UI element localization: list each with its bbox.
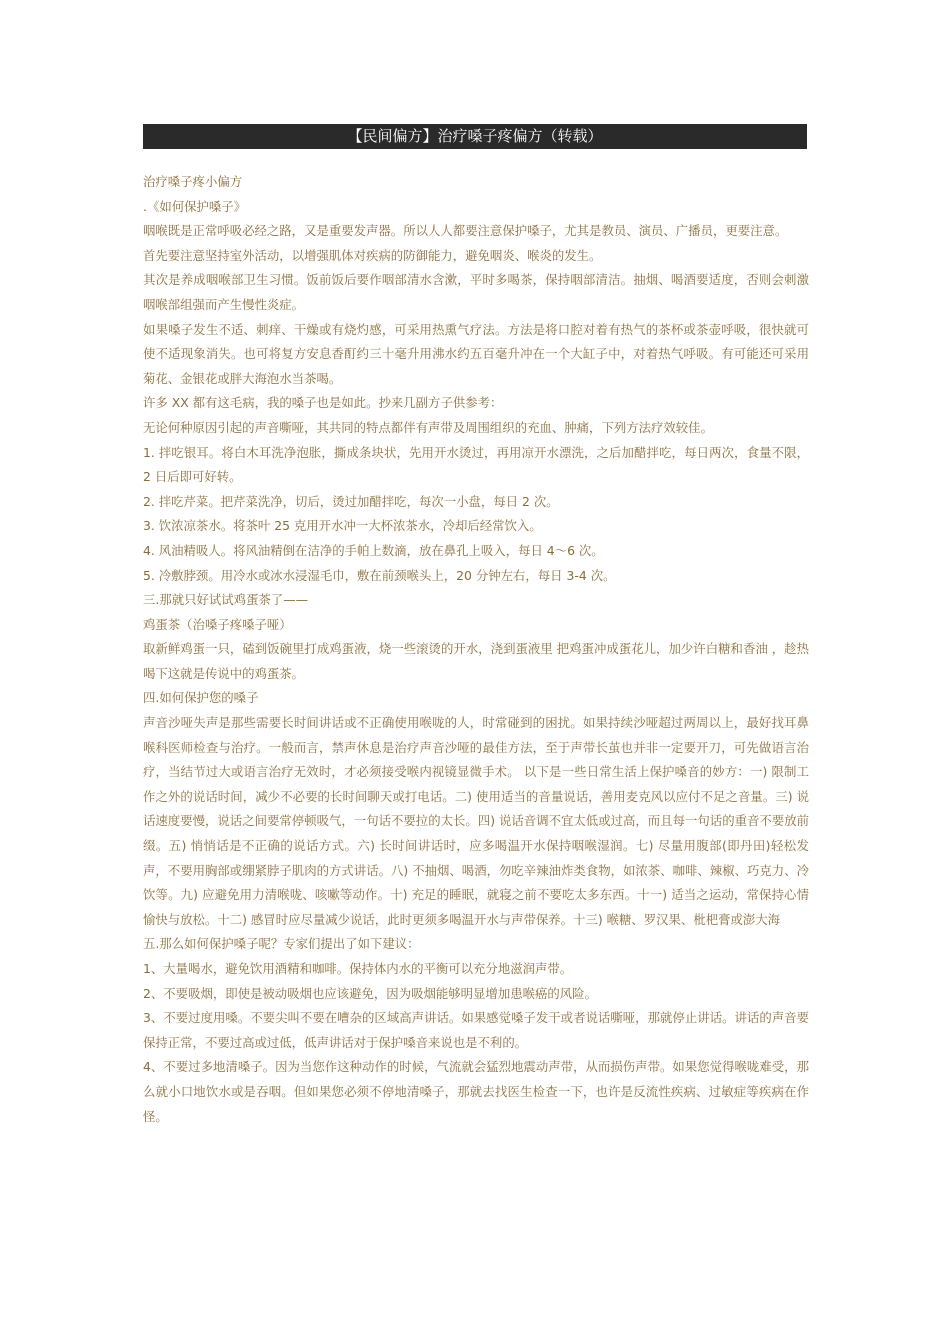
- advice-item: 1、大量喝水，避免饮用酒精和咖啡。保持体内水的平衡可以充分地滋润声带。: [143, 961, 573, 976]
- advice-item: 4、不要过多地清嗓子。因为当您作这种动作的时候，气流就会猛烈地震动声带，从而损伤声带。如果您觉得喉咙难受，那么就小口地饮水或是吞咽。但如果您必须不停地清嗓子，那就去找医生检查一下，也许是反流性疾病、过敏症等疾病在作怪。: [143, 1059, 809, 1124]
- section-heading: 鸡蛋茶（治嗓子疼嗓子哑）: [143, 616, 292, 632]
- remedy-item: 5. 冷敷脖颈。用冷水或冰水浸湿毛巾，敷在前颈喉头上，20 分钟左右，每日 3-4 次。: [143, 567, 616, 583]
- document-body: [143, 170, 809, 1129]
- advice-item: 2、不要吸烟，即使是被动吸烟也应该避免，因为吸烟能够明显增加患喉癌的风险。: [143, 985, 597, 1001]
- section-heading: 三.那就只好试试鸡蛋茶了——: [143, 592, 309, 608]
- body-paragraph: 无论何种原因引起的声音嘶哑，其共同的特点都伴有声带及周围组织的充血、肿痛，下列方法疗效较佳。: [143, 419, 713, 435]
- section-heading: 五.那么如何保护嗓子呢？专家们提出了如下建议：: [143, 936, 420, 952]
- body-paragraph: 许多 XX 都有这毛病，我的嗓子也是如此。抄来几副方子供参考：: [143, 395, 503, 411]
- document-title: 【民间偏方】治疗嗓子疼偏方（转载）: [143, 124, 807, 149]
- body-paragraph: 如果嗓子发生不适、刺痒、干燥或有烧灼感，可采用热熏气疗法。方法是将口腔对着有热气的茶杯或茶壶呼吸，很快就可使不适现象消失。也可将复方安息香酊约三十毫升用沸水约五百毫升冲在一个大缸子中，对着热气呼吸。有可能还可采用菊花、金银花或胖大海泡水当茶喝。: [143, 321, 809, 386]
- section-heading: 四.如何保护您的嗓子: [143, 690, 259, 706]
- section-heading: 治疗嗓子疼小偏方: [143, 174, 243, 189]
- section-heading: .《如何保护嗓子》: [143, 198, 247, 214]
- remedy-item: 2. 拌吃芹菜。把芹菜洗净，切后，烫过加醋拌吃，每次一小盘，每日 2 次。: [143, 493, 559, 509]
- body-paragraph: 声音沙哑失声是那些需要长时间讲话或不正确使用喉咙的人，时常碰到的困扰。如果持续沙哑超过两周以上，最好找耳鼻喉科医师检查与治疗。一般而言，禁声休息是治疗声音沙哑的最佳方法，至于声带长茧也并非一定要开刀，可先做语言治疗，当结节过大或语言治疗无效时，才必须接受喉内视镜显微手术。 以下是一些日常生活上保护嗓音的妙方：一) 限制工作之外的说话时间，减少不必要的长时间聊天或打电话。二) 使用适当的音量说话，善用麦克风以应付不足之音量。三) 说话速度要慢，说话之间要常停顿吸气，一句话不要拉的太长。四) 说话音调不宜太低或过高，而且每一句话的重音不要放前缀。五) 悄悄话是不正确的说话方式。六) 长时间讲话时，应多喝温开水保持咽喉湿润。七) 尽量用腹部(即丹田)轻松发声，不要用胸部或绷紧脖子肌肉的方式讲话。八) 不抽烟、喝酒，勿吃辛辣油炸类食物，如浓茶、咖啡、辣椒、巧克力、冷饮等。九) 应避免用力清喉咙、咳嗽等动作。十) 充足的睡眠，就寝之前不要吃太多东西。十一) 适当之运动，常保持心情愉快与放松。十二) 感冒时应尽量减少说话，此时更须多喝温开水与声带保养。十三) 喉糖、罗汉果、枇杷膏或澎大海: [143, 715, 809, 927]
- body-paragraph: 咽喉既是正常呼吸必经之路，又是重要发声器。所以人人都要注意保护嗓子，尤其是教员、演员、广播员，更要注意。: [143, 223, 788, 239]
- remedy-item: 4. 风油精吸人。将风油精倒在洁净的手帕上数滴，放在鼻孔上吸入，每日 4～6 次。: [143, 542, 604, 558]
- remedy-item: 1. 拌吃银耳。将白木耳洗净泡胀，撕成条块状，先用开水烫过，再用凉开水漂洗，之后加醋拌吃，每日两次，食量不限，2 日后即可好转。: [143, 444, 809, 485]
- body-paragraph: 其次是养成咽喉部卫生习惯。饭前饭后要作咽部清水含漱，平时多喝茶，保持咽部清洁。抽烟、喝酒要适度，否则会刺激咽喉部组强而产生慢性炎症。: [143, 272, 809, 312]
- remedy-item: 3. 饮浓凉茶水。将茶叶 25 克用开水冲一大杯浓茶水，冷却后经常饮入。: [143, 518, 542, 534]
- advice-item: 3、不要过度用嗓。不要尖叫不要在嘈杂的区域高声讲话。如果感觉嗓子发干或者说话嘶哑，那就停止讲话。讲话的声音要保持正常，不要过高或过低，低声讲话对于保护嗓音来说也是不利的。: [143, 1010, 809, 1050]
- body-paragraph: 取新鲜鸡蛋一只，磕到饭碗里打成鸡蛋液，烧一些滚烫的开水，浇到蛋液里 把鸡蛋冲成蛋花儿，加少许白糖和香油 ，趁热喝下这就是传说中的鸡蛋茶。: [143, 641, 809, 681]
- body-paragraph: 首先要注意坚持室外活动，以增强肌体对疾病的防御能力，避免咽炎、喉炎的发生。: [143, 247, 602, 263]
